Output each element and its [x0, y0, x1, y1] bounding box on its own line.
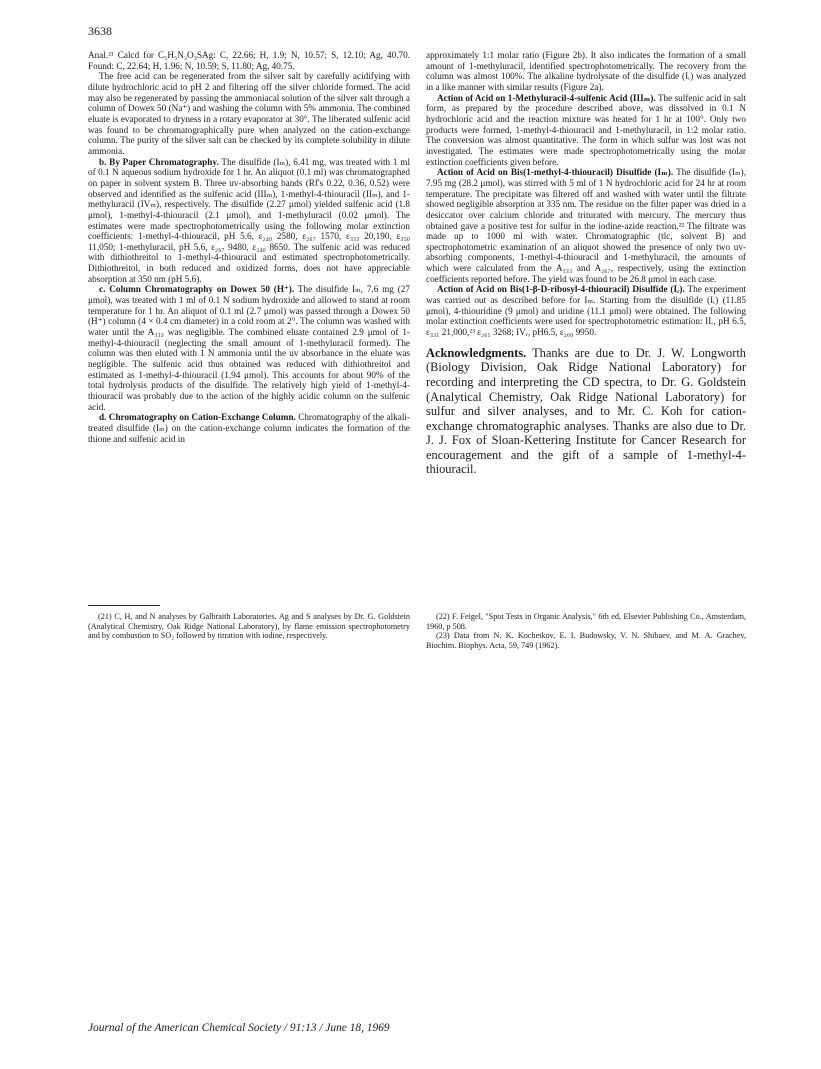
- methyl-disulfide-text: The disulfide (Iₘ), 7.95 mg (28.2 μmol), was stirred with 5 ml of 1 N hydrochloric acid for 24 hr at room temperature. The precipitate was filtered off and washed with water until the filtrate showed negligible absorption at 335 nm. The residue on the filter paper was dried in a desiccator over calcium chloride and triturated with mercury. The mercury thus obtained gave a positive test for sulfur in the iodine-azide reaction.²² The filtrate was made up to 1000 ml with water. Chromatographic (tlc, solvent B) and spectrophotometric examination of an aliquot showed the presence of only two uv-absorbing components, 1-methyl-4-thiouracil and 1-methyluracil, the amounts of which were calculated from the A₃₃₃ and A₂₆₇, respectively, using the extinction coefficients reported before. The yield was found to be 26.8 μmol in each case.: [426, 167, 747, 284]
- page-number: 3638: [88, 24, 112, 38]
- methyl-disulfide-heading: Action of Acid on Bis(1-methyl-4-thiouracil) Disulfide (Iₘ).: [437, 167, 674, 178]
- footnotes-left: [88, 612, 410, 641]
- cation-exchange-paragraph: [88, 412, 410, 444]
- ribosyl-disulfide-paragraph: [426, 284, 746, 337]
- analysis-paragraph: Anal.²¹ Calcd for C₅H₅N₂O₃SAg: C, 22.66; H, 1.9; N, 10.57; S, 12.10; Ag, 40.70. Found: C, 22.64; H, 1.96; N, 10.59; S, 11.80; Ag, 40.75.: [88, 50, 410, 71]
- ribosyl-disulfide-text: The experiment was carried out as described before for Iₘ. Starting from the disulfide (Iᵣ) (11.85 μmol), 4-thiouridine (9 μmol) and uridine (11.1 μmol) were obtained. The following molar extinction coefficients were used for spectrophotometric estimation: IIᵣ, pH 6.5, ε₃₃₁ 21,000,²³ ε₂₆₁ 3268; IVᵣ, pH6.5, ε₂₆₀ 9950.: [426, 284, 746, 338]
- paper-chromatography-text: The disulfide (Iₘ), 6.41 mg, was treated with 1 ml of 0.1 N aqueous sodium hydroxide for 1 hr. An aliquot (0.1 ml) was chromatographed on paper in solvent system B. Three uv-absorbing bands (Rf's 0.22, 0.36, 0.52) were observed and identified as the sulfenic acid (IIIₘ), 1-methyl-4-thiouracil (IIₘ), and 1-methyluracil (IVₘ), respectively. The disulfide (2.27 μmol) yielded sulfenic acid (1.8 μmol), 1-methyl-4-thiouracil (2.1 μmol), and 1-methyluracil (0.02 μmol). The estimates were made spectrophotometrically using the following molar extinction coefficients: 1-methyl-4-thiouracil, pH 5.6, ε₂₄₀ 2580, ε₂₆₇ 1570, ε₃₃₃ 20,190, ε₃₅₀ 11,050; 1-methyluracil, pH 5.6, ε₂₆₇ 9480, ε₂₄₀ 8650. The sulfenic acid was reduced with dithiothreitol to 1-methyl-4-thiouracil and estimated spectrophotometrically. Dithiothreitol, in both reduced and oxidized forms, does not have appreciable absorption at 350 nm (pH 5.6).: [88, 156, 410, 284]
- cation-exchange-heading: d. Chromatography on Cation-Exchange Column.: [99, 412, 296, 423]
- sulfenic-acid-text: The sulfenic acid in salt form, as prepared by the procedure described above, was dissolved in 0.1 N hydrochloric acid and the reaction mixture was heated for 1 hr at 100°. Only two products were formed, 1-methyl-4-thiouracil and 1-methyluracil, in 1:2 molar ratio. The conversion was almost quantitative. The form in which sulfur was lost was not investigated. The estimates were made spectrophotometrically using the molar extinction coefficients given before.: [426, 92, 747, 167]
- regeneration-paragraph: The free acid can be regenerated from the silver salt by carefully acidifying with dilute hydrochloric acid to pH 2 and filtering off the silver chloride formed. The acid may also be regenerated by passing the ammoniacal solution of the silver salt through a column of Dowex 50 (Na⁺) and washing the column with 5% ammonia. The combined eluate is evaporated to dryness in a rotary evaporator at 30°. The liberated sulfenic acid was found to be chromatographically pure when analyzed on the cation-exchange column. The purity of the silver salt can be checked by its complete solubility in dilute ammonia.: [88, 71, 410, 156]
- sulfenic-acid-paragraph: [426, 93, 746, 168]
- paper-chromatography-paragraph: [88, 157, 410, 285]
- footnotes-right: [426, 612, 746, 650]
- cation-exchange-text: Chromatography of the alkali-treated disulfide (Iₘ) on the cation-exchange column indicates the formation of the thione and sulfenic acid in: [88, 412, 410, 444]
- ribosyl-disulfide-heading: Action of Acid on Bis(1-β-D-ribosyl-4-thiouracil) Disulfide (Iᵣ).: [437, 284, 685, 295]
- continuation-paragraph: approximately 1:1 molar ratio (Figure 2b). It also indicates the formation of a small amount of 1-methyluracil, identified spectrophotometrically. The recovery from the column was almost 100%. The alkaline hydrolysate of the disulfide (Iᵣ) was analyzed in a like manner with similar results (Figure 2a).: [426, 50, 746, 92]
- footnote-23: (23) Data from N. K. Kochetkov, E. I. Budowsky, V. N. Shibaev, and M. A. Grachev, Biochim. Biophys. Acta, 59, 749 (1962).: [426, 631, 746, 650]
- sulfenic-acid-heading: Action of Acid on 1-Methyluracil-4-sulfenic Acid (IIIₘ).: [437, 92, 656, 103]
- journal-citation: Journal of the American Chemical Society / 91:13 / June 18, 1969: [88, 1022, 390, 1034]
- footnote-divider: [88, 605, 160, 606]
- methyl-disulfide-paragraph: [426, 167, 746, 284]
- dowex-heading: c. Column Chromatography on Dowex 50 (H⁺).: [99, 284, 295, 295]
- footnote-21: (21) C, H, and N analyses by Galbraith Laboratories. Ag and S analyses by Dr. G. Goldstein (Analytical Chemistry, Oak Ridge National Laboratory), by flame emission spectrophotometry and by combustion to SO₂ followed by titration with iodine, respectively.: [88, 612, 410, 641]
- dowex-text: The disulfide Iₘ, 7.6 mg (27 μmol), was treated with 1 ml of 0.1 N sodium hydroxide and allowed to stand at room temperature for 1 hr. An aliquot of 0.1 ml (2.7 μmol) was passed through a Dowex 50 (H⁺) column (4 × 0.4 cm diameter) in a cold room at 2°. The column was washed with water until the A₃₃₃ was negligible. The combined eluate contained 2.9 μmol of 1-methyl-4-thiouracil (neglecting the small amount of 1-methyluracil formed). The column was then eluted with 1 N ammonia until the uv absorbance in the eluate was negligible. The sulfenic acid thus obtained was reduced with dithiothreitol and estimated as 1-methyl-4-thiouracil (1.94 μmol). This accounts for about 90% of the total hydrolysis products of the disulfide. The relatively high yield of 1-methyl-4-thiouracil was probably due to the action of the highly acidic column on the sulfenic acid.: [88, 284, 410, 412]
- dowex-paragraph: [88, 284, 410, 412]
- footnote-22: (22) F. Feigel, "Spot Tests in Organic Analysis," 6th ed, Elsevier Publishing Co., Amsterdam, 1960, p 508.: [426, 612, 746, 631]
- right-column: [426, 50, 746, 477]
- acknowledgments-text: Thanks are due to Dr. J. W. Longworth (Biology Division, Oak Ridge National Laboratory) for recording and interpreting the CD spectra, to Dr. G. Goldstein (Analytical Chemistry, Oak Ridge National Laboratory) for sulfur and silver analyses, and to Mr. C. Koh for cation-exchange chromatographic analyses. Thanks are also due to Dr. J. J. Fox of Sloan-Kettering Institute for Cancer Research for encouragement and the gift of a sample of 1-methyl-4-thiouracil.: [426, 345, 746, 477]
- acknowledgments-paragraph: [426, 346, 746, 477]
- paper-chromatography-heading: b. By Paper Chromatography.: [99, 156, 219, 167]
- left-column: [88, 50, 410, 444]
- acknowledgments-heading: Acknowledgments.: [426, 345, 527, 360]
